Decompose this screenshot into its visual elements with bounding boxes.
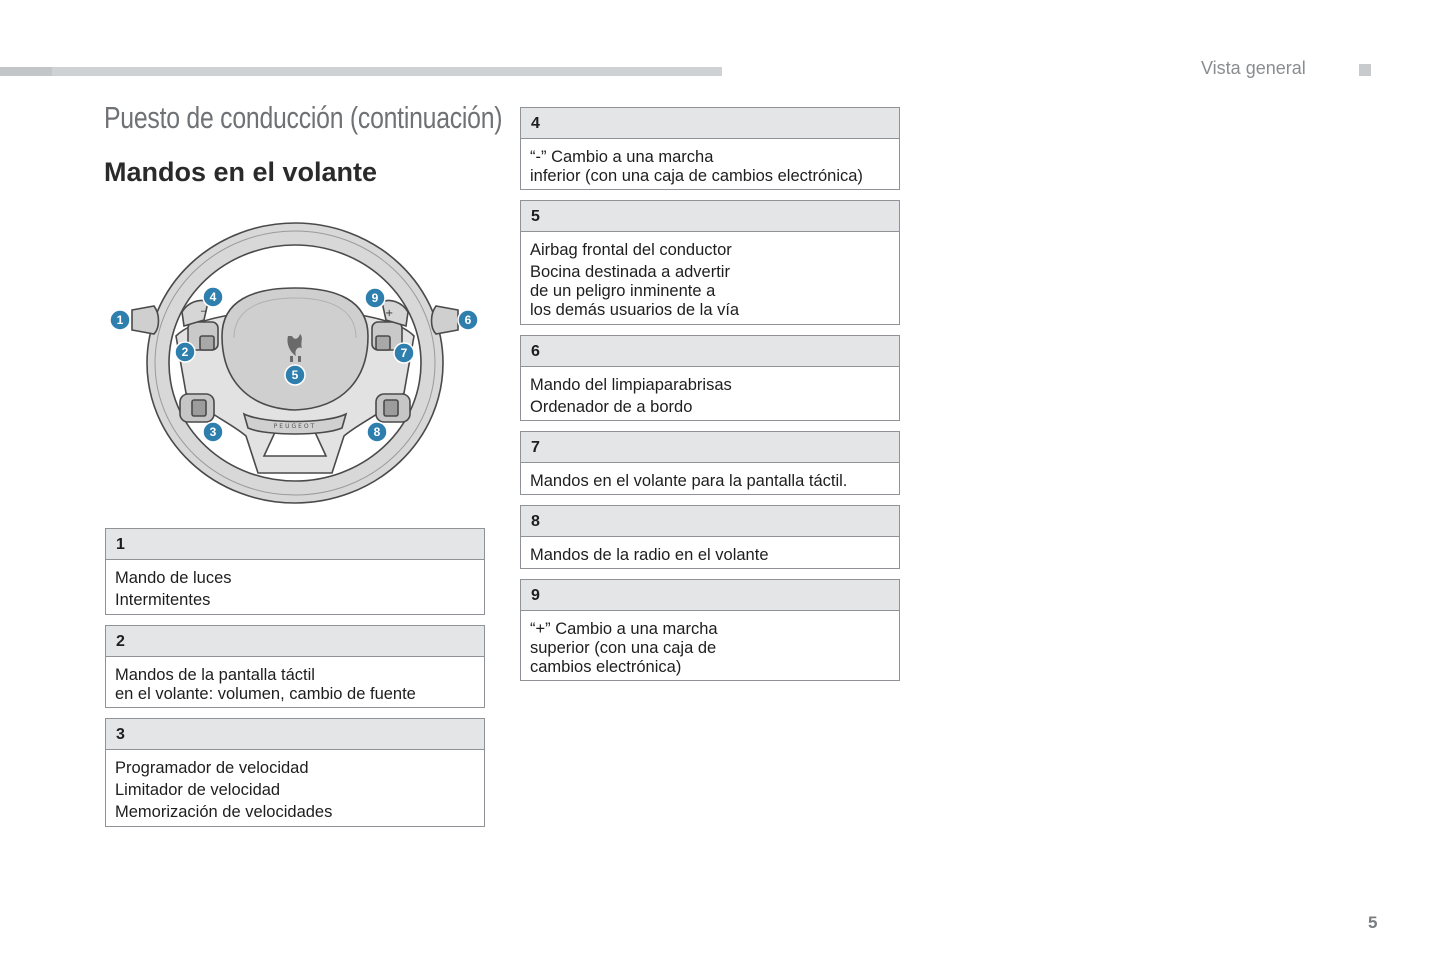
legend-number: 3 (106, 719, 484, 750)
callout-4 (203, 287, 223, 307)
callout-9 (365, 288, 385, 308)
legend-line: Airbag frontal del conductor (530, 241, 732, 259)
legend-box-5 (520, 200, 900, 325)
steering-wheel-illustration (104, 218, 486, 508)
left-stalk (132, 306, 159, 334)
sub-heading: Mandos en el volante (104, 157, 378, 187)
legend-line: Programador de velocidad (115, 759, 309, 777)
legend-box-6 (520, 335, 900, 421)
callout-4-label: 4 (209, 290, 217, 304)
section-title: Vista general (1201, 58, 1306, 78)
legend-box-4 (520, 107, 900, 190)
legend-box-1 (105, 528, 485, 615)
callout-5 (285, 365, 305, 385)
legend-box-3 (105, 718, 485, 827)
callout-1-label: 1 (116, 313, 124, 327)
legend-number: 5 (521, 201, 899, 232)
callout-9-label: 9 (371, 291, 379, 305)
legend-line: Bocina destinada a advertir (530, 263, 730, 281)
minus-sign: − (200, 307, 208, 317)
callout-2-label: 2 (181, 345, 189, 359)
legend-line: cambios electrónica) (530, 658, 682, 676)
legend-line: Memorización de velocidades (115, 803, 333, 821)
callout-3 (203, 422, 223, 442)
legend-box-8 (520, 505, 900, 569)
callout-6 (458, 310, 478, 330)
right-stalk (432, 306, 459, 334)
legend-line: Mando de luces (115, 569, 232, 587)
legend-line: en el volante: volumen, cambio de fuente (115, 685, 416, 703)
legend-number: 1 (106, 529, 484, 560)
callout-8-label: 8 (373, 425, 381, 439)
legend-number: 9 (521, 580, 899, 611)
callout-7-label: 7 (400, 346, 408, 360)
section-marker (1359, 64, 1371, 76)
legend-number: 6 (521, 336, 899, 367)
legend-box-9 (520, 579, 900, 681)
legend-line: superior (con una caja de (530, 639, 717, 657)
legend-box-7 (520, 431, 900, 495)
legend-number: 4 (521, 108, 899, 139)
legend-number: 8 (521, 506, 899, 537)
legend-number: 2 (106, 626, 484, 657)
legend-number: 7 (521, 432, 899, 463)
legend-line: inferior (con una caja de cambios electrónica) (530, 167, 863, 185)
callout-6-label: 6 (464, 313, 472, 327)
brand-text: PEUGEOT (273, 423, 317, 430)
callout-7 (394, 343, 414, 363)
legend-box-2 (105, 625, 485, 708)
callout-1 (110, 310, 130, 330)
legend-line: Mandos en el volante para la pantalla táctil. (530, 472, 848, 490)
legend-line: Mandos de la pantalla táctil (115, 666, 315, 684)
legend-line: Mandos de la radio en el volante (530, 546, 769, 564)
page-heading: Puesto de conducción (continuación) (104, 100, 503, 135)
plus-sign: + (385, 308, 394, 319)
callout-3-label: 3 (209, 425, 217, 439)
top-accent-bar (0, 67, 722, 76)
legend-line: “+” Cambio a una marcha (530, 620, 718, 638)
legend-line: de un peligro inminente a (530, 282, 716, 300)
top-accent-bar-start (0, 67, 52, 76)
callout-2 (175, 342, 195, 362)
legend-line: “-” Cambio a una marcha (530, 148, 714, 166)
legend-line: Intermitentes (115, 591, 211, 609)
callout-8 (367, 422, 387, 442)
callout-5-label: 5 (291, 368, 299, 382)
legend-line: Limitador de velocidad (115, 781, 281, 799)
legend-line: Ordenador de a bordo (530, 398, 693, 416)
legend-line: Mando del limpiaparabrisas (530, 376, 732, 394)
page-number: 5 (1368, 913, 1378, 932)
legend-line: los demás usuarios de la vía (530, 301, 740, 319)
